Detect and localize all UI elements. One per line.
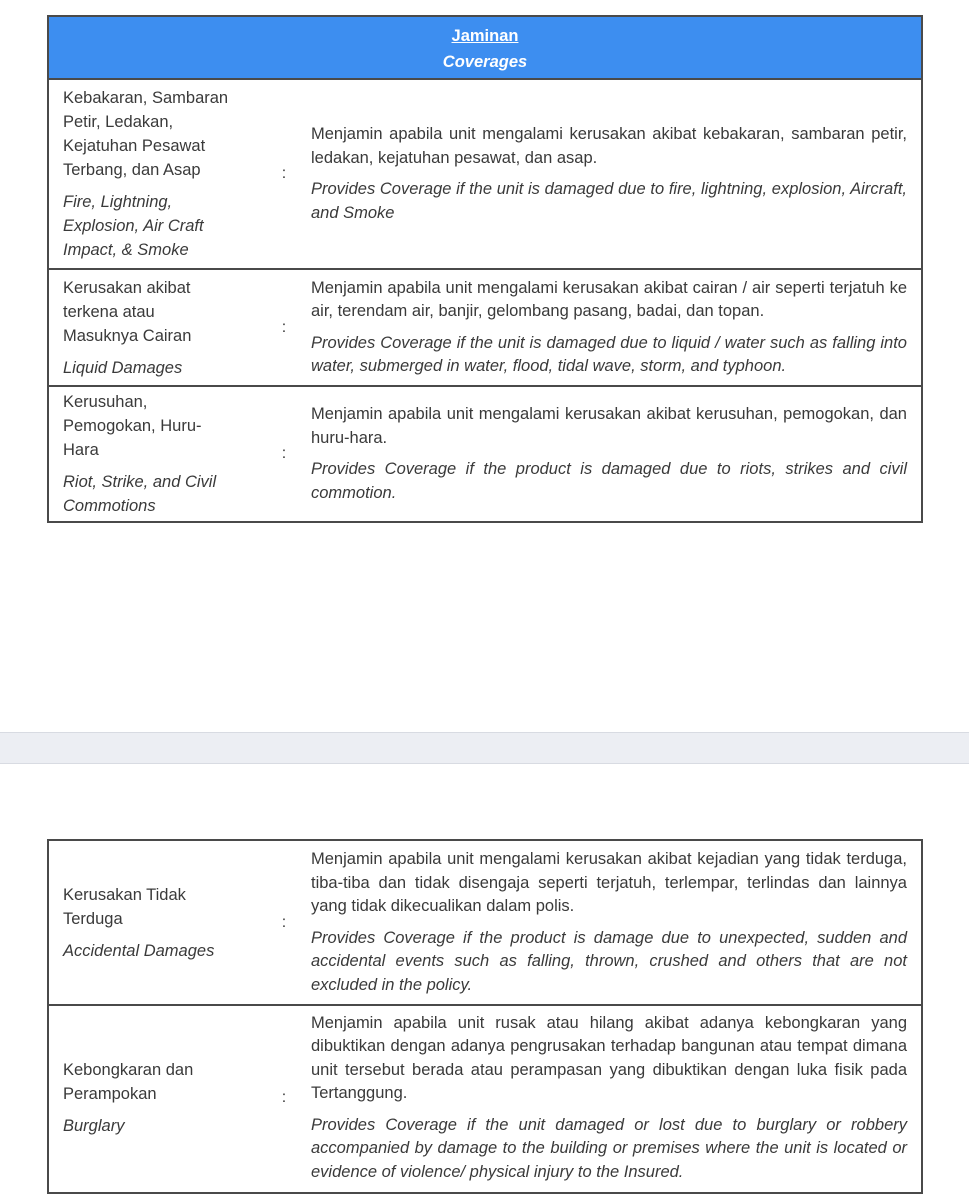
coverage-name [49, 80, 271, 268]
description-en: Provides Coverage if the product is damaged due to riots, strikes and civil commotion. [311, 460, 907, 502]
coverage-name-id: Kebongkaran dan Perampokan [63, 1061, 194, 1103]
description-id: Menjamin apabila unit rusak atau hilang akibat adanya kebongkaran yang dibuktikan dengan adanya pengrusakan terhadap bangunan atau tempat dimana unit tersebut berada atau perampasan yang dibuktikan dengan luka fisik pada Tertanggung. [311, 1013, 907, 1103]
coverage-description [297, 270, 921, 385]
coverage-name-id: Kerusakan akibat terkena atau Masuknya Cairan [63, 278, 192, 345]
description-id: Menjamin apabila unit mengalami kerusakan akibat cairan / air seperti terjatuh ke air, terendam air, banjir, gelombang pasang, badai, dan topan. [311, 278, 907, 320]
coverage-row-burglary [49, 1004, 921, 1190]
coverage-name [49, 387, 271, 521]
description-id: Menjamin apabila unit mengalami kerusakan akibat kejadian yang tidak terduga, tiba-tiba dan tidak disengaja seperti terjatuh, terlempar, terlindas dan lainnya yang tidak dikecualikan dalam polis. [311, 850, 907, 915]
separator-colon: : [281, 913, 287, 931]
coverage-name [49, 841, 271, 1004]
coverage-row-accidental [49, 841, 921, 1004]
description-id: Menjamin apabila unit mengalami kerusakan akibat kerusuhan, pemogokan, dan huru-hara. [311, 405, 907, 447]
header-title-id[interactable]: Jaminan [451, 26, 519, 45]
coverage-table-continued [47, 839, 923, 1194]
separator-colon: : [281, 165, 287, 182]
coverage-row-riot [49, 385, 921, 521]
coverage-name-id: Kerusuhan, Pemogokan, Huru- Hara [63, 393, 202, 459]
coverage-name-en: Burglary [63, 1117, 125, 1135]
coverage-name-id: Kerusakan Tidak Terduga [63, 885, 186, 928]
coverage-name-en: Liquid Damages [63, 358, 183, 377]
description-id: Menjamin apabila unit mengalami kerusakan akibat kebakaran, sambaran petir, ledakan, kejatuhan pesawat, dan asap. [311, 125, 907, 167]
coverage-description [297, 80, 921, 268]
coverage-row-liquid [49, 268, 921, 385]
description-en: Provides Coverage if the unit damaged or lost due to burglary or robbery accompanied by damage to the building or premises where the unit is located or evidence of violence/ physical injury to the Insured. [311, 1115, 907, 1181]
coverage-name [49, 1006, 271, 1190]
coverage-description [297, 841, 921, 1004]
coverage-name-en: Fire, Lightning, Explosion, Air Craft Impact, & Smoke [63, 193, 204, 259]
description-en: Provides Coverage if the product is damage due to unexpected, sudden and accidental events such as falling, thrown, crushed and others that are not excluded in the policy. [311, 928, 907, 994]
coverage-table [47, 15, 923, 523]
separator-colon: : [281, 1089, 287, 1106]
coverage-description [297, 387, 921, 521]
table-header [49, 17, 921, 80]
description-en: Provides Coverage if the unit is damaged due to fire, lightning, explosion, Aircraft, and Smoke [311, 180, 907, 222]
separator-colon: : [281, 318, 287, 336]
page-separator [0, 732, 969, 764]
coverage-row-fire [49, 80, 921, 268]
coverage-name-en: Riot, Strike, and Civil Commotions [63, 473, 217, 515]
coverage-description [297, 1006, 921, 1190]
coverage-name-en: Accidental Damages [63, 941, 215, 960]
header-title-en: Coverages [442, 52, 528, 71]
coverage-name [49, 270, 271, 385]
description-en: Provides Coverage if the unit is damaged due to liquid / water such as falling into water, submerged in water, flood, tidal wave, storm, and typhoon. [311, 333, 907, 375]
separator-colon: : [281, 445, 287, 462]
coverage-name-id: Kebakaran, Sambaran Petir, Ledakan, Kejatuhan Pesawat Terbang, dan Asap [63, 89, 229, 179]
